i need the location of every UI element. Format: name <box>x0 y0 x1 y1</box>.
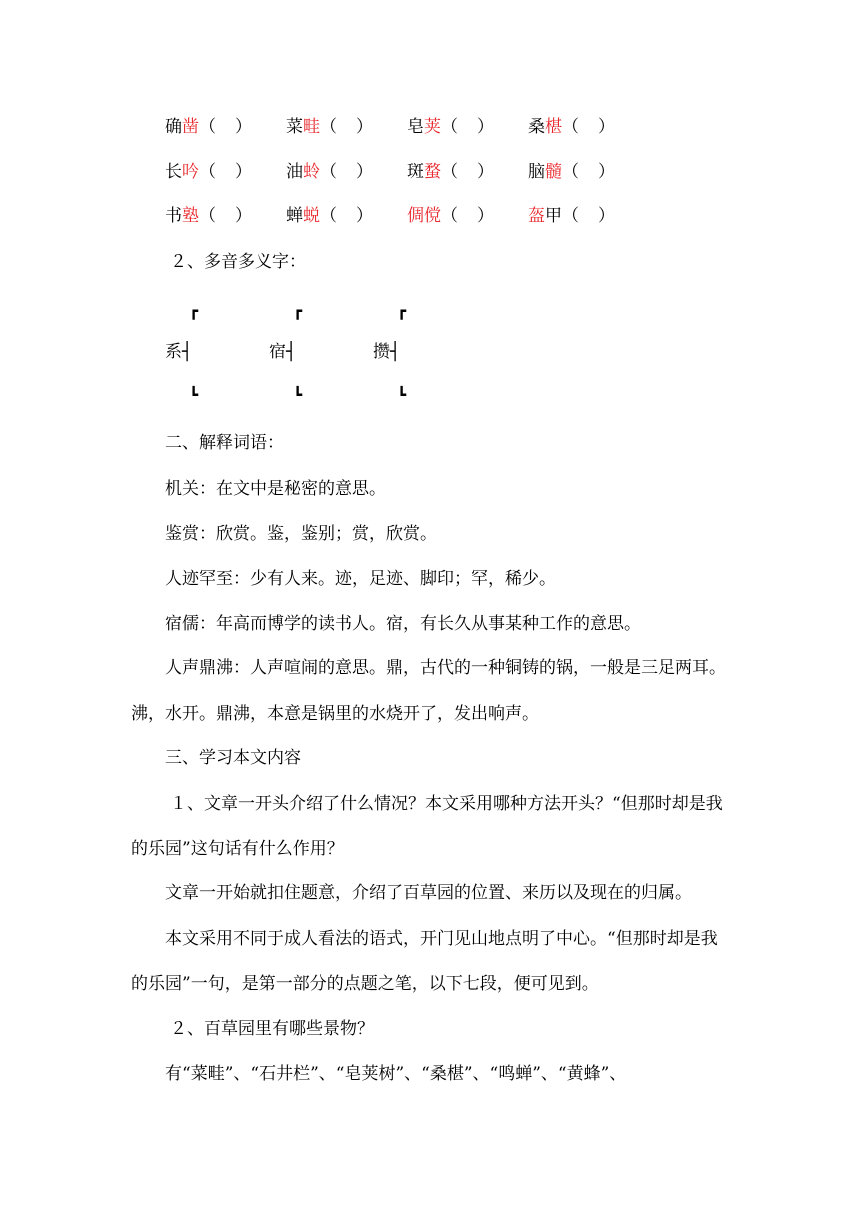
bracket-top-icon: ┏ <box>189 302 199 320</box>
bracket-top-icon: ┏ <box>293 302 303 320</box>
bracket-mid-icon: ┤ <box>182 342 193 362</box>
bracket-top-icon: ┏ <box>397 302 407 320</box>
definition: 鉴赏：欣赏。鉴，鉴别；赏，欣赏。 <box>165 524 437 544</box>
bracket-bottom-icon: ┗ <box>397 386 407 404</box>
question: １、文章一开头介绍了什么情况？本文采用哪种方法开头？“但那时却是我 <box>170 794 723 814</box>
bracket-bottom-icon: ┗ <box>189 386 199 404</box>
section-heading: 二、解释词语： <box>165 433 284 453</box>
vocab-item: 脑髓（ ） <box>528 162 616 182</box>
answer-paragraph: 本文采用不同于成人看法的语式，开门见山地点明了中心。“但那时却是我 <box>165 929 718 949</box>
bracket-bottom-icon: ┗ <box>293 386 303 404</box>
answer-paragraph: 的乐园”一句，是第一部分的点题之笔，以下七段，便可见到。 <box>131 974 599 994</box>
polyphone-char: 系┤ <box>165 342 193 362</box>
vocab-item: 盔甲（ ） <box>528 206 616 226</box>
polyphone-char: 攒┤ <box>373 342 401 362</box>
vocab-item: 确凿（ ） <box>165 117 253 137</box>
vocab-item: 桑椹（ ） <box>528 117 616 137</box>
polyphone-heading: ２、多音多义字： <box>170 252 306 272</box>
polyphone-char: 宿┤ <box>269 342 297 362</box>
bracket-mid-icon: ┤ <box>390 342 401 362</box>
definition: 人声鼎沸：人声喧闹的意思。鼎，古代的一种铜铸的锅，一般是三足两耳。 <box>165 658 726 678</box>
answer-paragraph: 文章一开始就扣住题意，介绍了百草园的位置、来历以及现在的归属。 <box>165 883 692 903</box>
vocab-item: 菜畦（ ） <box>286 117 374 137</box>
question: ２、百草园里有哪些景物？ <box>170 1019 374 1039</box>
definition: 沸，水开。鼎沸，本意是锅里的水烧开了，发出响声。 <box>131 704 539 724</box>
vocab-item: 油蛉（ ） <box>286 162 374 182</box>
vocab-item: 倜傥（ ） <box>407 206 495 226</box>
definition: 机关：在文中是秘密的意思。 <box>165 479 386 499</box>
vocab-item: 皂荚（ ） <box>407 117 495 137</box>
vocab-item: 斑蝥（ ） <box>407 162 495 182</box>
section-heading: 三、学习本文内容 <box>165 748 301 768</box>
definition: 人迹罕至：少有人来。迹，足迹、脚印；罕，稀少。 <box>165 569 556 589</box>
vocab-item: 长吟（ ） <box>165 162 253 182</box>
vocab-item: 书塾（ ） <box>165 206 253 226</box>
answer-paragraph: 有“菜畦”、“石井栏”、“皂荚树”、“桑椹”、“鸣蝉”、“黄蜂”、 <box>165 1064 627 1084</box>
definition: 宿儒：年高而博学的读书人。宿，有长久从事某种工作的意思。 <box>165 614 641 634</box>
question: 的乐园”这句话有什么作用？ <box>131 839 344 859</box>
bracket-mid-icon: ┤ <box>286 342 297 362</box>
vocab-item: 蝉蜕（ ） <box>286 206 374 226</box>
